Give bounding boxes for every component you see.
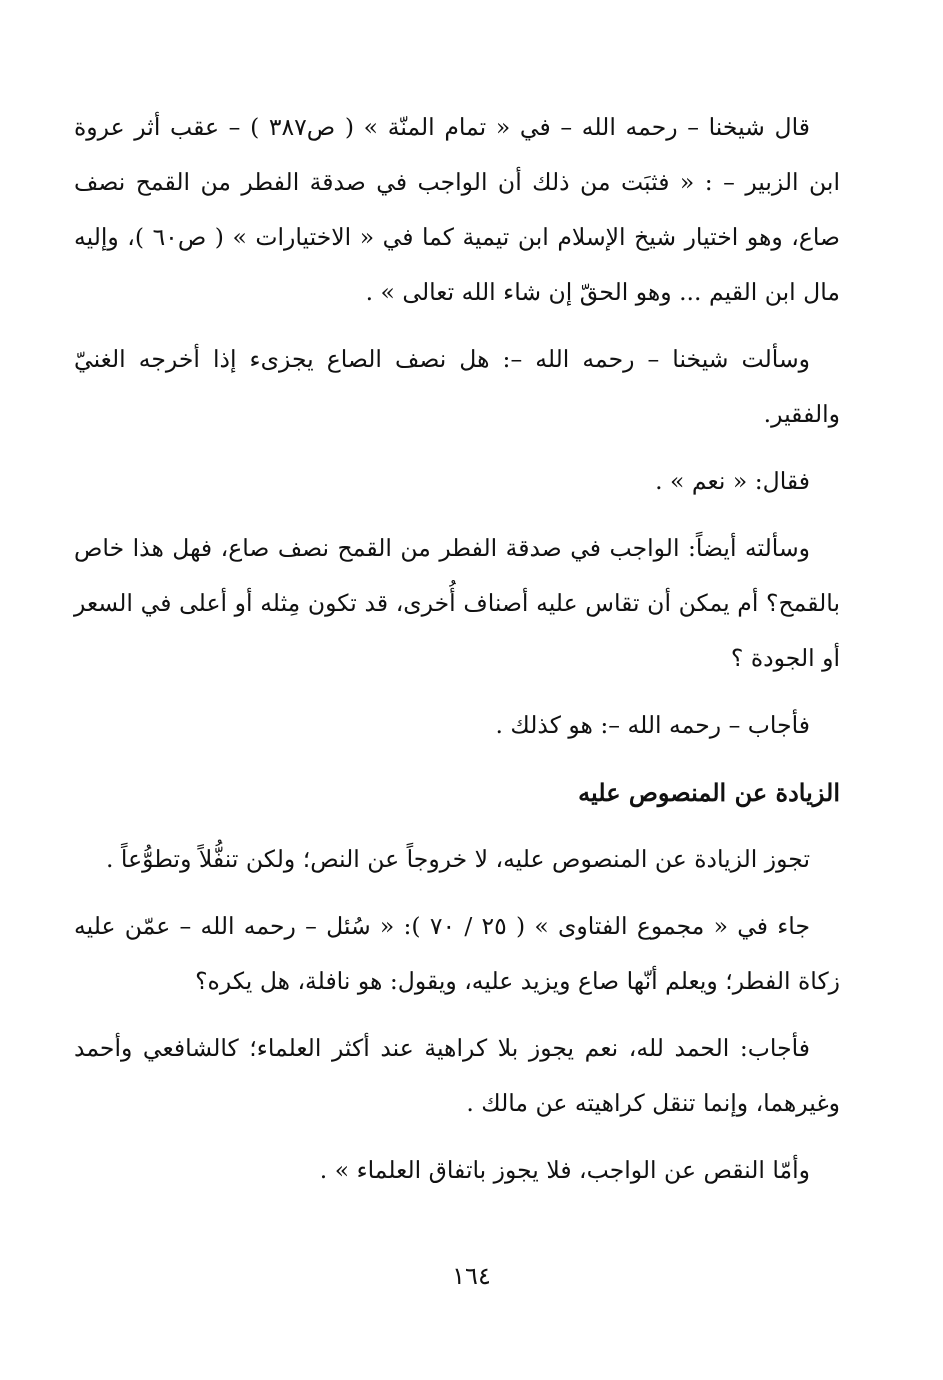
section-heading: الزيادة عن المنصوص عليه [578, 778, 840, 807]
page-number: ١٦٤ [452, 1262, 491, 1290]
paragraph-question-half-sa: وسألت شيخنا – رحمه الله –: هل نصف الصاع يجزىء إذا أخرجه الغنيّ والفقير. [74, 345, 840, 428]
page-body [74, 100, 840, 1210]
paragraph-increase-allowed: تجوز الزيادة عن المنصوص عليه، لا خروجاً عن النص؛ ولكن تنفُّلاً وتطوُّعاً . [105, 845, 810, 873]
paragraph-answer-yes: فقال: « نعم » . [655, 467, 810, 495]
paragraph-decrease-not-allowed: وأمّا النقص عن الواجب، فلا يجوز باتفاق العلماء » . [319, 1156, 810, 1184]
paragraph-majmu-fatawa-question: جاء في « مجموع الفتاوى » ( ٢٥ / ٧٠ ): « سُئل – رحمه الله – عمّن عليه زكاة الفطر؛ ويعلم أنّها صاع ويزيد عليه، ويقول: هو نافلة، هل يكره؟ [74, 912, 840, 995]
paragraph-answer-like-that: فأجاب – رحمه الله –: هو كذلك . [495, 711, 810, 739]
paragraph-tamam-al-minna: قال شيخنا – رحمه الله – في « تمام المنّة » ( ص٣٨٧ ) – عقب أثر عروة ابن الزبير – : « فثبَت من ذلك أن الواجب في صدقة الفطر من القمح نصف صاع، وهو اختيار شيخ الإسلام ابن تيمية كما في « الاختيارات » ( ص٦٠ )، وإليه مال ابن القيم ... وهو الحقّ إن شاء الله تعالى » . [74, 113, 840, 306]
paragraph-majmu-fatawa-answer: فأجاب: الحمد لله، نعم يجوز بلا كراهية عند أكثر العلماء؛ كالشافعي وأحمد وغيرهما، وإنما تنقل كراهيته عن مالك . [74, 1034, 840, 1117]
paragraph-question-other-types: وسألته أيضاً: الواجب في صدقة الفطر من القمح نصف صاع، فهل هذا خاص بالقمح؟ أم يمكن أن تقاس عليه أصناف أُخرى، قد تكون مِثله أو أعلى في السعر أو الجودة ؟ [74, 534, 840, 672]
